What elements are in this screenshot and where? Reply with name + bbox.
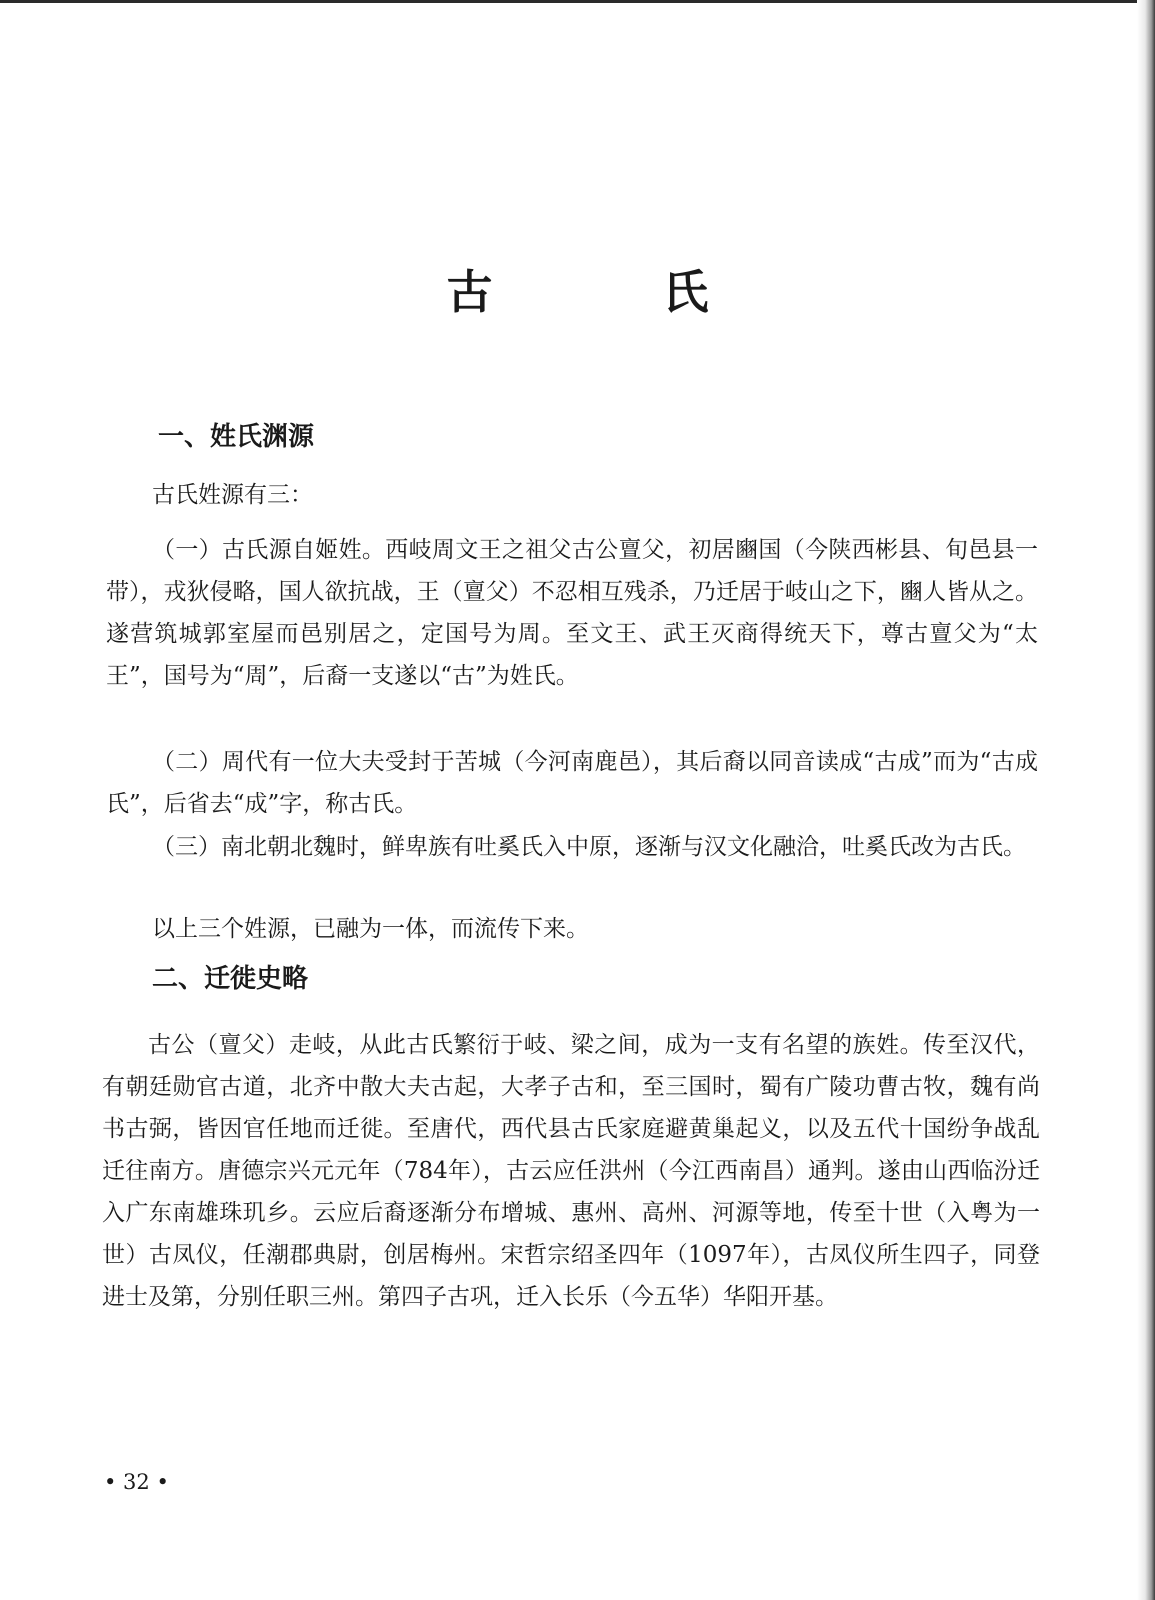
paragraph-migration-history: 古公（亶父）走岐，从此古氏繁衍于岐、梁之间，成为一支有名望的族姓。传至汉代，有朝廷勋官古道，北齐中散大夫古起，大孝子古和，至三国时，蜀有广陵功曹古牧，魏有尚书古弼，皆因官任地而迁徙。至唐代，西代县古氏家庭避黄巢起义，以及五代十国纷争战乱迁往南方。唐德宗兴元元年（784年），古云应任洪州（今江西南昌）通判。遂由山西临汾迁入广东南雄珠玑乡。云应后裔逐渐分布增城、惠州、高州、河源等地，传至十世（入粤为一世）古凤仪，任潮郡典尉，创居梅州。宋哲宗绍圣四年（1097年），古凤仪所生四子，同登进士及第，分别任职三州。第四子古巩，迁入长乐（今五华）华阳开基。 [102, 1032, 1040, 1310]
page-title: 古 氏 [446, 265, 771, 319]
paragraph-origins-summary: 以上三个姓源，已融为一体，而流传下来。 [152, 916, 589, 942]
paragraph-origin-three: （三）南北朝北魏时，鲜卑族有吐奚氏入中原，逐渐与汉文化融洽，吐奚氏改为古氏。 [152, 834, 1026, 860]
section-heading-origins: 一、姓氏渊源 [158, 422, 315, 452]
page-number: • 32 • [104, 1470, 169, 1494]
paragraph-origin-one: （一）古氏源自姬姓。西岐周文王之祖父古公亶父，初居豳国（今陕西彬县、旬邑县一带），戎狄侵略，国人欲抗战，王（亶父）不忍相互残杀，乃迁居于岐山之下，豳人皆从之。遂营筑城郭室屋而邑别居之，定国号为周。至文王、武王灭商得统天下，尊古亶父为“太王”，国号为“周”，后裔一支遂以“古”为姓氏。 [106, 537, 1038, 689]
paragraph-origin-two: （二）周代有一位大夫受封于苦城（今河南鹿邑），其后裔以同音读成“古成”而为“古成氏”，后省去“成”字，称古氏。 [106, 749, 1038, 817]
paragraph-origins-intro: 古氏姓源有三： [152, 482, 313, 508]
section-heading-migration: 二、迁徙史略 [152, 964, 309, 994]
